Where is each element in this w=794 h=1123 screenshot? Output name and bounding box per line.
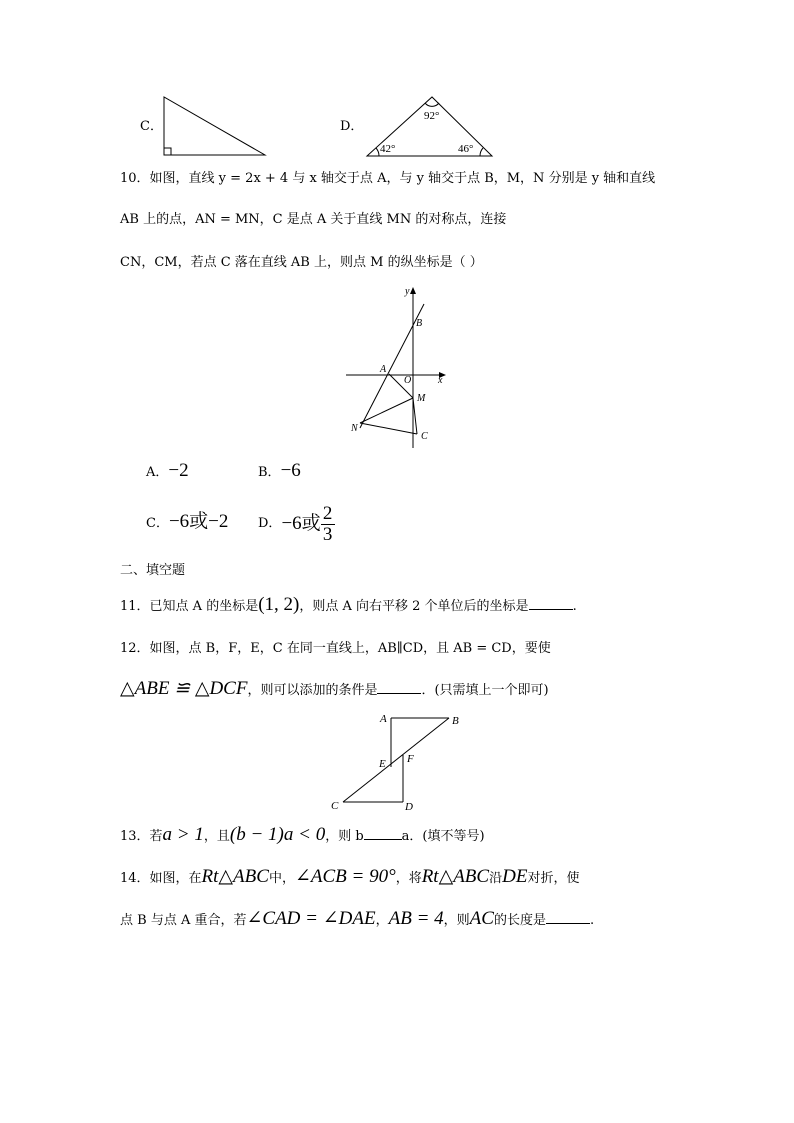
q11: 11．已知点 A 的坐标是(1, 2)，则点 A 向右平移 2 个单位后的坐标是 . xyxy=(120,594,577,615)
q13-answer-blank[interactable] xyxy=(364,827,402,840)
q10-label-o: O xyxy=(404,375,412,386)
q10-y-arrow-icon xyxy=(410,287,416,294)
q9-option-c-right-triangle xyxy=(160,95,270,160)
q9-angle-right: 46° xyxy=(458,143,474,155)
q10-option-b-value: −6 xyxy=(280,460,301,481)
q10-option-d: D． −6或 $\frac{2}{3}$ xyxy=(258,500,335,548)
q12-line2: △ABE ≌ △DCF，则可以添加的条件是 ．(只需填上一个即可) xyxy=(120,678,549,699)
q9-option-c-label: C． xyxy=(140,119,163,134)
q13-math2: (b − 1)a < 0 xyxy=(229,824,326,845)
q13: 13．若a > 1，且(b − 1)a < 0，则 b a．(填不等号) xyxy=(120,824,485,845)
q12-line1: 12．如图，点 B，F，E，C 在同一直线上，AB∥CD，且 AB = CD，要使 xyxy=(120,641,551,656)
q12-figure xyxy=(325,710,465,815)
q10-label-m: M xyxy=(417,393,426,404)
q10-figure xyxy=(340,283,452,451)
q9-option-d-triangle xyxy=(362,94,497,160)
q10-option-c-value: −6或−2 xyxy=(168,511,229,532)
q12-congruence: △ABE ≌ △DCF xyxy=(120,678,248,699)
q11-coord: (1, 2) xyxy=(258,594,300,615)
section-title: 二、填空题 xyxy=(120,563,186,578)
q10-option-d-value: −6或 xyxy=(281,513,321,534)
q12-answer-blank[interactable] xyxy=(377,681,421,694)
q12-label-b: B xyxy=(452,715,459,727)
q14-answer-blank[interactable] xyxy=(546,911,590,924)
q10-option-b: B．−6 xyxy=(258,460,301,481)
q10-label-b: B xyxy=(416,318,423,329)
q10-option-c: C．−6或−2 xyxy=(146,511,229,532)
q13-math1: a > 1 xyxy=(162,824,204,845)
q12-label-d: D xyxy=(405,801,413,813)
q9-option-d-label: D． xyxy=(340,119,364,134)
q12-label-a: A xyxy=(380,713,387,725)
q14-line1: 14．如图，在Rt△ABC中，∠ACB = 90°，将Rt△ABC沿DE对折，使 xyxy=(120,866,580,887)
q12-label-e: E xyxy=(379,758,386,770)
q10-label-y: y xyxy=(405,286,410,297)
q12-label-c: C xyxy=(331,800,339,812)
q10-option-d-fraction: $\frac{2}{3}$ xyxy=(321,504,335,545)
q14-line2: 点 B 与点 A 重合，若∠CAD = ∠DAE，AB = 4，则AC的长度是 . xyxy=(120,908,595,929)
q11-answer-blank[interactable] xyxy=(529,597,573,610)
q10-label-c: C xyxy=(421,431,428,442)
q10-label-n: N xyxy=(351,423,358,434)
q12-label-f: F xyxy=(407,753,414,765)
q10-line2: AB 上的点，AN = MN，C 是点 A 关于直线 MN 的对称点，连接 xyxy=(120,212,507,227)
q10-label-x: x xyxy=(438,375,443,386)
q10-line1: 10．如图，直线 y = 2x + 4 与 x 轴交于点 A，与 y 轴交于点 B，M，N 分别是 y 轴和直线 xyxy=(120,171,656,186)
q10-label-a: A xyxy=(380,364,387,375)
q10-line3: CN，CM，若点 C 落在直线 AB 上，则点 M 的纵坐标是（ ） xyxy=(120,255,483,270)
q10-option-a: A．−2 xyxy=(146,460,189,481)
q9-angle-top: 92° xyxy=(424,110,440,122)
q9-angle-left: 42° xyxy=(380,143,396,155)
q10-option-a-value: −2 xyxy=(168,460,189,481)
